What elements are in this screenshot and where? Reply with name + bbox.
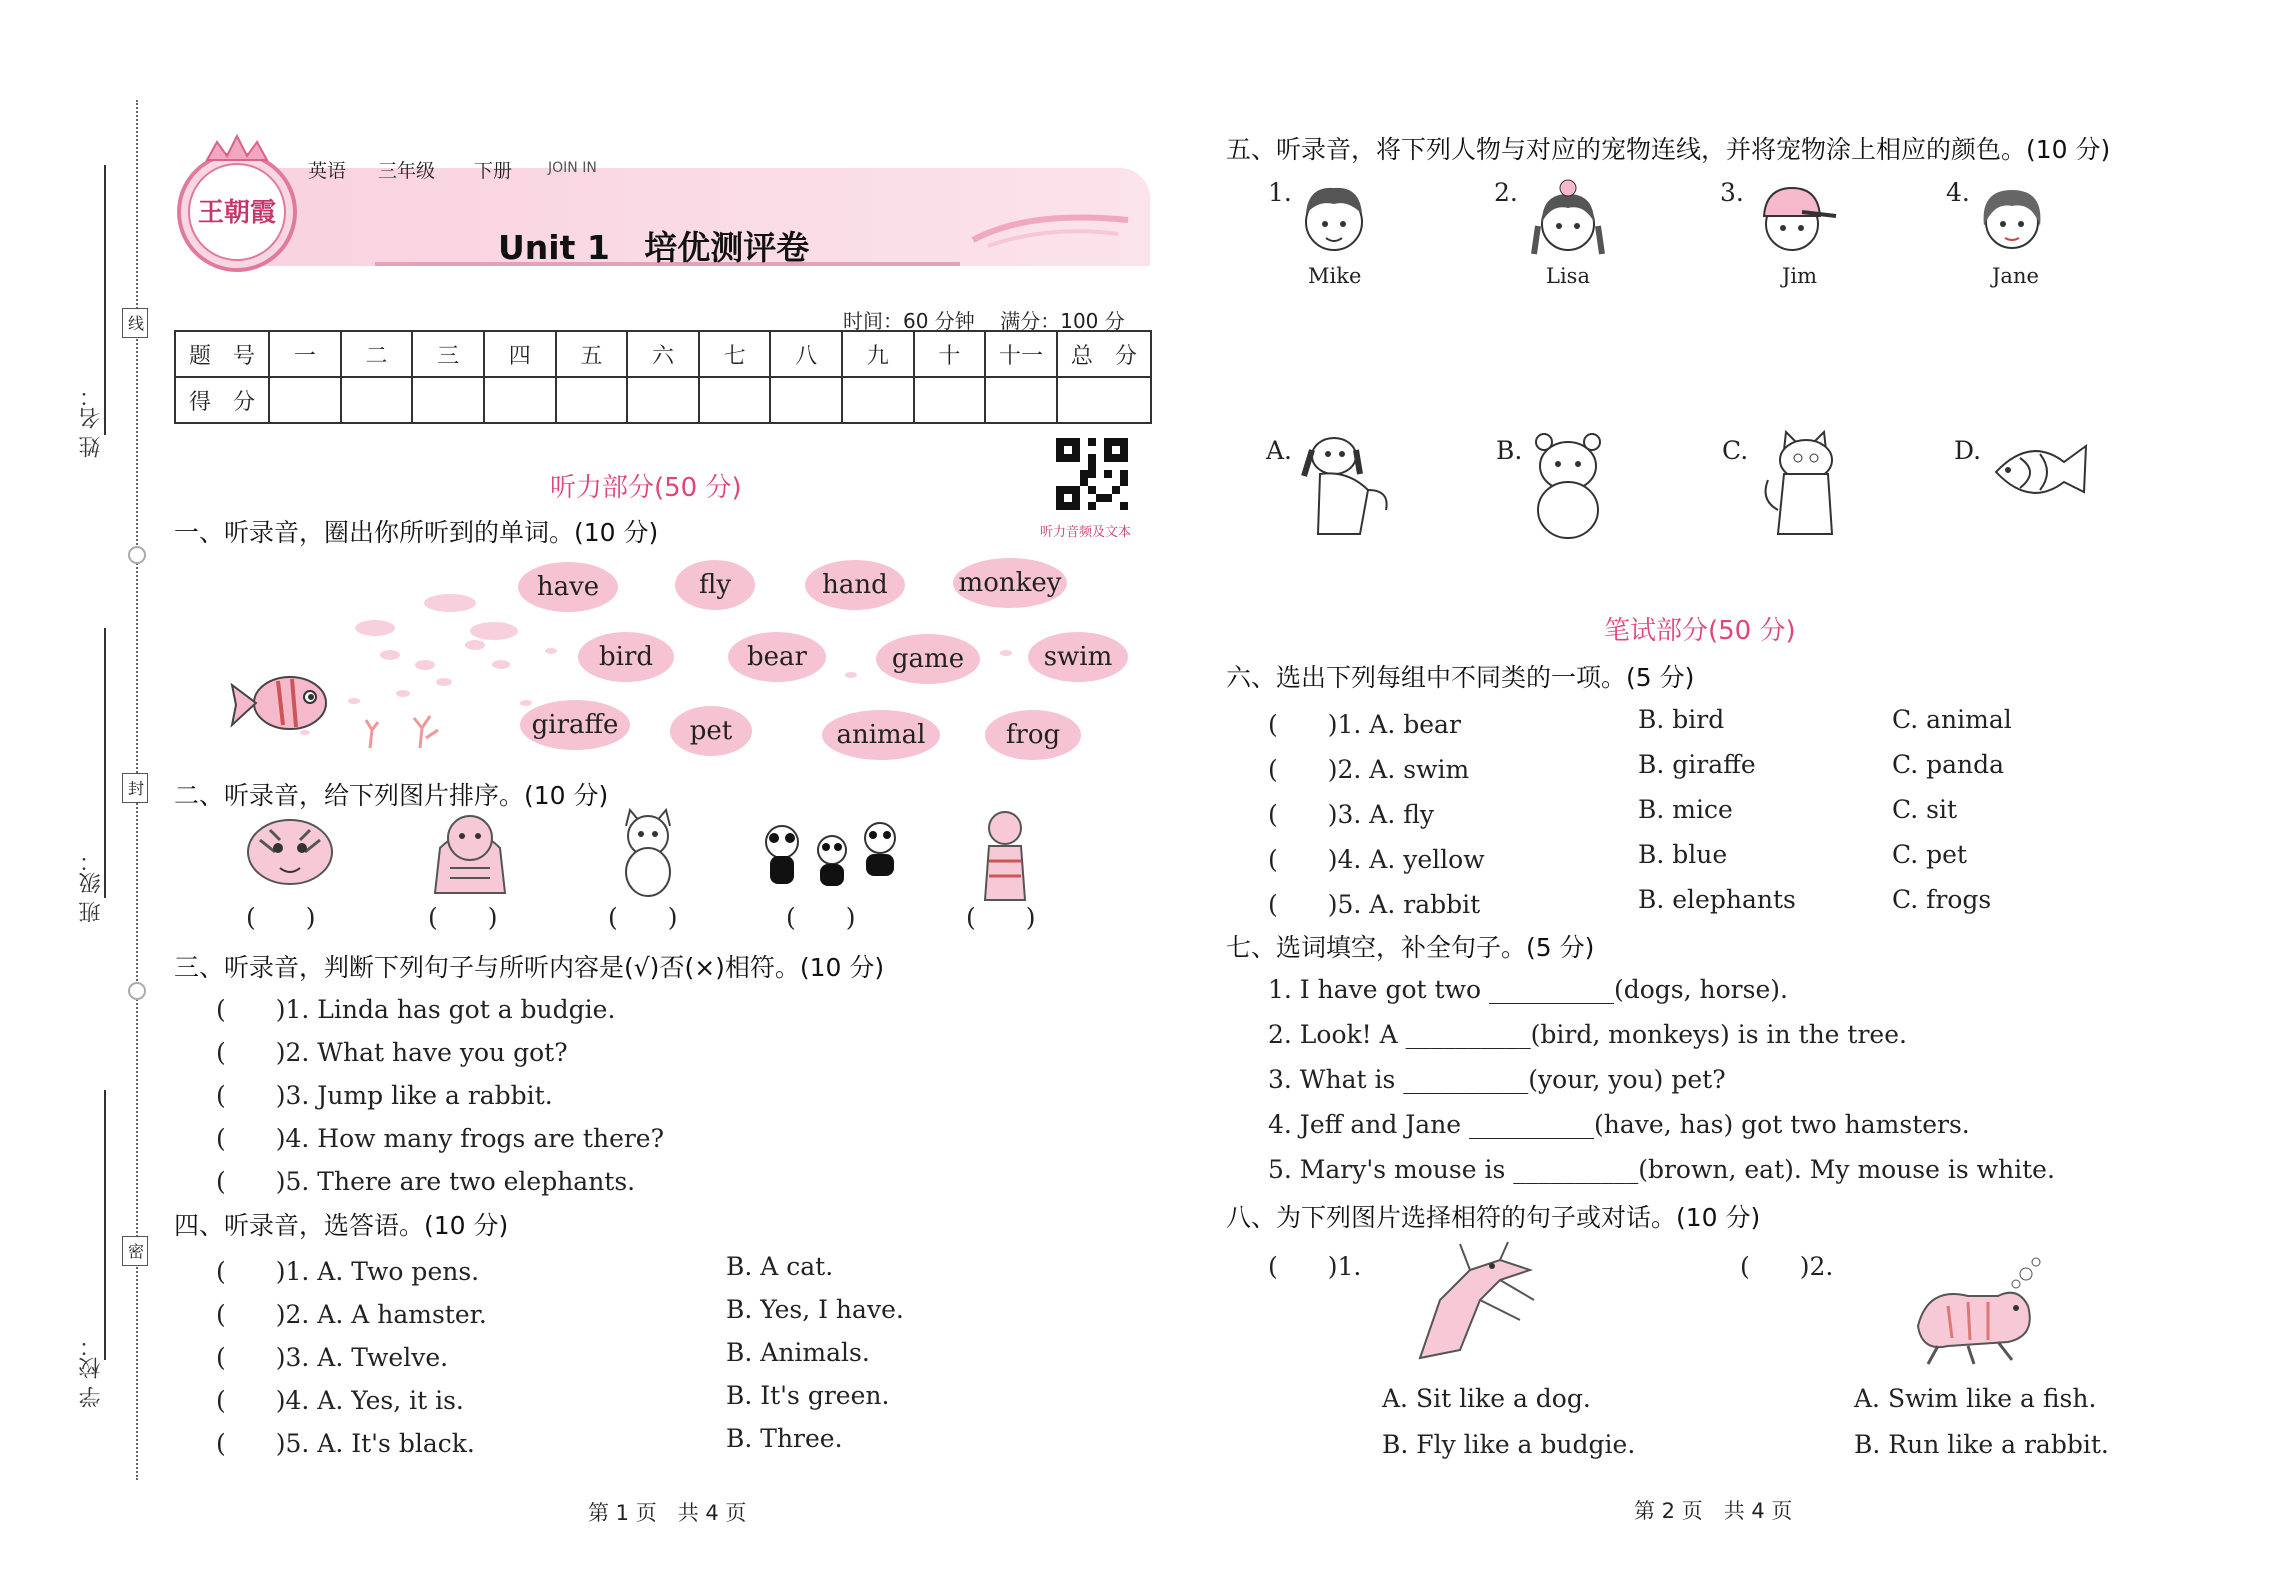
tiger-face-picture <box>240 810 340 890</box>
hole-2 <box>128 982 146 1000</box>
q3-item-4[interactable]: ( )4. How many frogs are there? <box>216 1124 665 1153</box>
q3-item-3[interactable]: ( )3. Jump like a rabbit. <box>216 1081 553 1110</box>
q8-item-1-option-b: B. Fly like a budgie. <box>1382 1430 1636 1459</box>
q3-title: 三、听录音，判断下列句子与所听内容是(√)否(×)相符。(10 分) <box>174 953 885 982</box>
decor-bubble <box>396 690 410 697</box>
decor-bubble <box>424 594 476 612</box>
score-cell[interactable] <box>914 377 986 423</box>
decor-bubble <box>470 622 518 640</box>
q6-item-5-b: B. elephants <box>1638 885 1796 914</box>
q1-title: 一、听录音，圈出你所听到的单词。(10 分) <box>174 518 659 547</box>
score-head-cell: 五 <box>556 331 628 377</box>
girl-face-icon <box>1528 176 1608 260</box>
q8-item-2-option-b: B. Run like a rabbit. <box>1854 1430 2109 1459</box>
cat-picture-2 <box>1756 430 1852 540</box>
pandas-picture <box>760 812 905 892</box>
score-cell[interactable] <box>269 377 341 423</box>
decor-bubble <box>348 698 360 704</box>
score-head-cell: 四 <box>484 331 556 377</box>
q2-blank-1[interactable]: ( ) <box>246 903 316 932</box>
score-cell[interactable] <box>842 377 914 423</box>
header-series: JOIN IN <box>548 160 597 176</box>
flying-cat-picture <box>1400 1240 1540 1360</box>
q6-item-3-a[interactable]: ( )3. A. fly <box>1268 800 1435 829</box>
school-label: 学 校： <box>79 1335 104 1408</box>
name-line[interactable] <box>104 165 106 435</box>
pink-tiger-picture <box>965 806 1045 902</box>
q5-person-2-name: Lisa <box>1546 264 1590 288</box>
q7-item-1[interactable]: 1. I have got two __________(dogs, horse). <box>1268 975 1788 1004</box>
score-head-cell: 十一 <box>985 331 1057 377</box>
q6-item-3-b: B. mice <box>1638 795 1733 824</box>
binding-mark-xian: 线 <box>122 308 148 338</box>
q4-item-2-b: B. Yes, I have. <box>726 1295 904 1324</box>
score-head-cell: 六 <box>627 331 699 377</box>
q4-item-4-b: B. It's green. <box>726 1381 890 1410</box>
written-section-title: 笔试部分(50 分) <box>1604 616 1796 646</box>
word-bubble-bird[interactable]: bird <box>578 632 674 682</box>
q8-item-1-option-a: A. Sit like a dog. <box>1382 1384 1591 1413</box>
q4-item-3-b: B. Animals. <box>726 1338 870 1367</box>
q4-title: 四、听录音，选答语。(10 分) <box>174 1211 509 1240</box>
q5-person-1-num: 1. <box>1268 178 1292 207</box>
q7-item-2[interactable]: 2. Look! A __________(bird, monkeys) is in the tree. <box>1268 1020 1907 1049</box>
q7-item-3[interactable]: 3. What is __________(your, you) pet? <box>1268 1065 1726 1094</box>
score-head-cell: 十 <box>914 331 986 377</box>
word-bubble-game[interactable]: game <box>876 634 980 684</box>
q3-item-5[interactable]: ( )5. There are two elephants. <box>216 1167 636 1196</box>
q5-title: 五、听录音，将下列人物与对应的宠物连线，并将宠物涂上相应的颜色。(10 分) <box>1226 135 2111 164</box>
q2-blank-2[interactable]: ( ) <box>428 903 498 932</box>
q4-item-5-b: B. Three. <box>726 1424 843 1453</box>
q6-item-2-a[interactable]: ( )2. A. swim <box>1268 755 1470 784</box>
score-cell[interactable] <box>412 377 484 423</box>
q6-item-5-c: C. frogs <box>1892 885 1992 914</box>
dog-picture <box>1298 430 1394 540</box>
header-subject: 英语 <box>308 160 347 182</box>
decor-bubble <box>355 620 395 636</box>
word-bubble-animal[interactable]: animal <box>822 710 940 760</box>
q2-blank-4[interactable]: ( ) <box>786 903 856 932</box>
score-table-header-row <box>175 331 1151 377</box>
decor-bubble <box>1000 650 1012 656</box>
boy-with-cap-icon <box>1752 176 1838 260</box>
tiger-sitting-picture <box>420 808 520 898</box>
score-head-cell: 八 <box>770 331 842 377</box>
score-table <box>174 330 1152 424</box>
class-line[interactable] <box>104 628 106 898</box>
q5-pet-d-label: D. <box>1954 436 1982 465</box>
score-head-cell: 七 <box>699 331 771 377</box>
score-cell[interactable] <box>770 377 842 423</box>
score-cell[interactable] <box>699 377 771 423</box>
q6-item-1-c: C. animal <box>1892 705 2012 734</box>
q4-item-3-a[interactable]: ( )3. A. Twelve. <box>216 1343 449 1372</box>
q3-item-2[interactable]: ( )2. What have you got? <box>216 1038 568 1067</box>
q5-person-3-name: Jim <box>1782 264 1818 288</box>
word-bubble-hand[interactable]: hand <box>805 560 905 610</box>
word-bubble-fly[interactable]: fly <box>675 560 755 610</box>
header-grade: 三年级 <box>378 160 436 182</box>
q5-person-3-num: 3. <box>1720 178 1744 207</box>
time-info: 时间：60 分钟 满分：100 分 <box>843 309 1125 333</box>
q5-person-1-name: Mike <box>1308 264 1362 288</box>
q6-item-5-a[interactable]: ( )5. A. rabbit <box>1268 890 1481 919</box>
q6-item-4-a[interactable]: ( )4. A. yellow <box>1268 845 1485 874</box>
q4-item-1-b: B. A cat. <box>726 1252 834 1281</box>
q7-item-5[interactable]: 5. Mary's mouse is __________(brown, eat). My mouse is white. <box>1268 1155 2055 1184</box>
q5-person-4-num: 4. <box>1946 178 1970 207</box>
q6-item-2-b: B. giraffe <box>1638 750 1756 779</box>
page-title: Unit 1 培优测评卷 <box>498 228 810 267</box>
page-1-footer: 第 1 页 共 4 页 <box>588 1501 747 1525</box>
coral-illustration <box>360 700 460 750</box>
word-bubble-bear[interactable]: bear <box>728 632 826 682</box>
fish-picture <box>1990 432 2090 512</box>
q6-item-4-c: C. pet <box>1892 840 1967 869</box>
header-volume: 下册 <box>474 160 513 182</box>
word-bubble-pet[interactable]: pet <box>670 706 752 756</box>
score-cell[interactable] <box>985 377 1057 423</box>
logo-text: 王朝霞 <box>198 198 277 228</box>
score-cell[interactable] <box>484 377 556 423</box>
score-head-cell: 一 <box>269 331 341 377</box>
score-cell[interactable] <box>341 377 413 423</box>
score-head-cell: 三 <box>412 331 484 377</box>
q4-item-2-a[interactable]: ( )2. A. A hamster. <box>216 1300 487 1329</box>
binding-mark-mi: 密 <box>122 1236 148 1266</box>
q6-item-2-c: C. panda <box>1892 750 2005 779</box>
q7-item-4[interactable]: 4. Jeff and Jane __________(have, has) got two hamsters. <box>1268 1110 1970 1139</box>
word-bubble-have[interactable]: have <box>518 562 618 612</box>
score-cell[interactable] <box>556 377 628 423</box>
q6-title: 六、选出下列每组中不同类的一项。(5 分) <box>1226 663 1695 692</box>
score-head-cell: 题 号 <box>175 331 269 377</box>
decor-bubble <box>845 672 857 678</box>
word-bubble-frog[interactable]: frog <box>985 710 1081 760</box>
page-2-footer: 第 2 页 共 4 页 <box>1634 1499 1793 1523</box>
q8-item-1-blank[interactable]: ( )1. <box>1268 1252 1362 1281</box>
decor-bubble <box>436 678 452 686</box>
score-head-cell: 总 分 <box>1057 331 1151 377</box>
q2-title: 二、听录音，给下列图片排序。(10 分) <box>174 781 609 810</box>
q6-item-1-b: B. bird <box>1638 705 1725 734</box>
qr-caption: 听力音频及文本 <box>1040 525 1132 540</box>
q4-item-1-a[interactable]: ( )1. A. Two pens. <box>216 1257 480 1286</box>
score-row-label: 得 分 <box>175 377 269 423</box>
score-head-cell: 九 <box>842 331 914 377</box>
q8-item-2-blank[interactable]: ( )2. <box>1740 1252 1834 1281</box>
decor-bubble <box>545 648 557 654</box>
score-cell[interactable] <box>1057 377 1151 423</box>
class-label: 班 级： <box>79 850 104 923</box>
qr-code-icon[interactable] <box>1056 438 1128 510</box>
header-swoosh-decoration <box>968 200 1138 250</box>
score-table-score-row <box>175 377 1151 423</box>
q5-pet-c-label: C. <box>1722 436 1749 465</box>
name-label: 姓 名： <box>79 385 104 458</box>
word-bubble-monkey[interactable]: monkey <box>953 558 1067 608</box>
q8-item-2-option-a: A. Swim like a fish. <box>1854 1384 2097 1413</box>
q4-item-5-a[interactable]: ( )5. A. It's black. <box>216 1429 475 1458</box>
boy-face-icon <box>1298 178 1370 258</box>
q5-pet-b-label: B. <box>1496 436 1523 465</box>
decor-bubble <box>465 640 485 650</box>
school-line[interactable] <box>104 1090 106 1360</box>
q7-title: 七、选词填空，补全句子。(5 分) <box>1226 933 1595 962</box>
woman-face-icon <box>1972 176 2054 260</box>
decor-bubble <box>415 660 435 670</box>
cat-picture <box>608 806 688 898</box>
q8-title: 八、为下列图片选择相符的句子或对话。(10 分) <box>1226 1203 1761 1232</box>
q5-person-2-num: 2. <box>1494 178 1518 207</box>
swimming-cat-picture <box>1908 1256 2048 1366</box>
decor-bubble <box>380 650 400 660</box>
hamster-picture <box>1530 430 1606 540</box>
binding-mark-feng: 封 <box>122 773 148 803</box>
q5-pet-a-label: A. <box>1266 436 1293 465</box>
hole-1 <box>128 546 146 564</box>
score-head-cell: 二 <box>341 331 413 377</box>
word-bubble-swim[interactable]: swim <box>1028 632 1128 682</box>
q3-item-1[interactable]: ( )1. Linda has got a budgie. <box>216 995 616 1024</box>
q5-person-4-name: Jane <box>1992 264 2039 288</box>
decor-bubble <box>520 700 532 706</box>
decor-bubble <box>492 660 510 669</box>
score-cell[interactable] <box>627 377 699 423</box>
q6-item-1-a[interactable]: ( )1. A. bear <box>1268 710 1461 739</box>
word-bubble-giraffe[interactable]: giraffe <box>520 700 630 750</box>
fish-illustration <box>228 665 338 745</box>
q6-item-3-c: C. sit <box>1892 795 1958 824</box>
q2-blank-5[interactable]: ( ) <box>966 903 1036 932</box>
q2-blank-3[interactable]: ( ) <box>608 903 678 932</box>
q4-item-4-a[interactable]: ( )4. A. Yes, it is. <box>216 1386 464 1415</box>
listening-section-title: 听力部分(50 分) <box>550 473 742 503</box>
q6-item-4-b: B. blue <box>1638 840 1728 869</box>
